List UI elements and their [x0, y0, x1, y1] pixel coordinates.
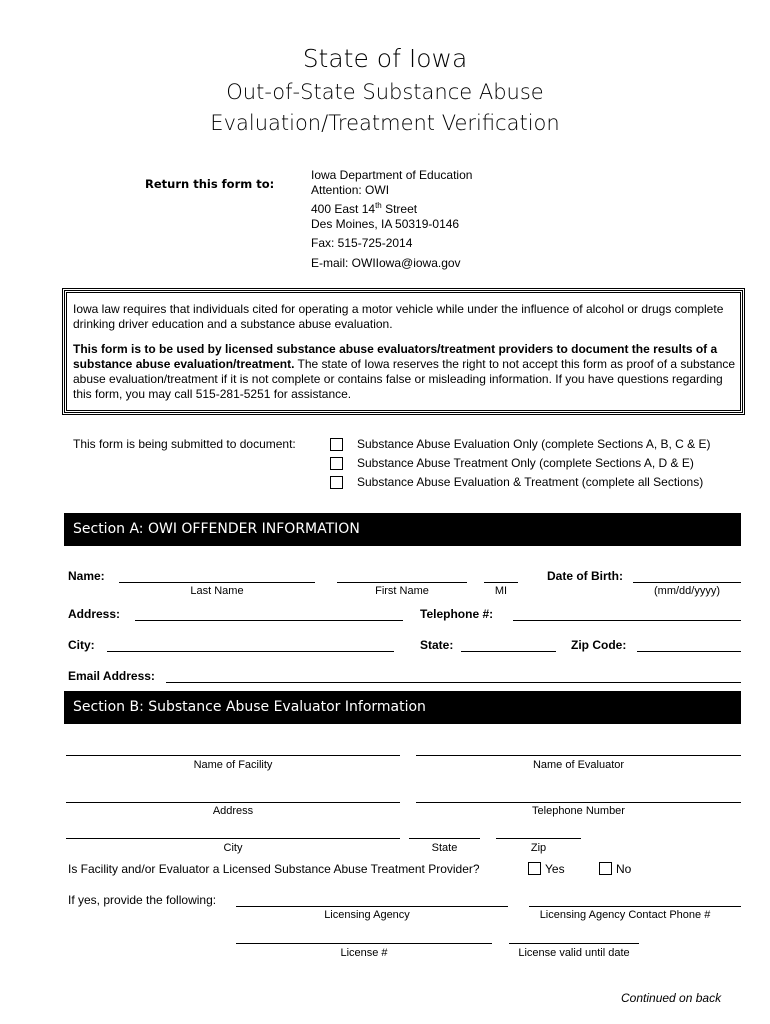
- form-subtitle: Evaluation/Treatment Verification: [210, 111, 560, 135]
- mi-field[interactable]: [484, 582, 518, 583]
- section-a-header: [64, 513, 741, 546]
- checkbox-treatment[interactable]: [330, 457, 343, 470]
- section-a-title: Section A: OWI OFFENDER INFORMATION: [73, 521, 360, 537]
- checkbox-no[interactable]: [599, 862, 612, 875]
- street-name: Street: [381, 202, 418, 216]
- city: Des Moines, IA 50319-0146: [311, 217, 460, 231]
- label-zip: Zip Code:: [571, 638, 627, 652]
- submit-label: This form is being submitted to document:: [73, 437, 296, 451]
- last-name-field[interactable]: [119, 582, 315, 583]
- license-valid-field[interactable]: [509, 943, 639, 944]
- evaluator-phone-field[interactable]: [416, 802, 741, 803]
- caption: Name of Facility: [193, 759, 273, 771]
- no-label: No: [616, 862, 632, 876]
- email-field[interactable]: [166, 682, 741, 683]
- state-field[interactable]: [461, 651, 556, 652]
- caption: First Name: [375, 585, 429, 597]
- license-number-field[interactable]: [236, 943, 492, 944]
- caption: License #: [340, 947, 388, 959]
- label-dob: Date of Birth:: [547, 569, 623, 583]
- notice-box: [64, 290, 743, 413]
- agency-phone-field[interactable]: [529, 906, 741, 907]
- city-field[interactable]: [107, 651, 394, 652]
- telephone-field[interactable]: [513, 620, 741, 621]
- caption: (mm/dd/yyyy): [654, 585, 720, 597]
- evaluator-address-field[interactable]: [66, 802, 400, 803]
- zip-field[interactable]: [637, 651, 741, 652]
- caption: MI: [494, 585, 508, 597]
- caption: Telephone Number: [532, 805, 625, 817]
- notice-rest: The state of Iowa reserves the right to not accept this form as proof of a substance abuse evaluation/treatment if it is not complete or contains false or misleading information. If you have questions regarding this form, you may call 515-281-5251 for assistance.: [73, 357, 736, 401]
- dob-field[interactable]: [633, 582, 741, 583]
- label-city: City:: [68, 638, 95, 652]
- caption: Address: [212, 805, 254, 817]
- caption: Name of Evaluator: [532, 759, 625, 771]
- label-state: State:: [420, 638, 454, 652]
- org: Iowa Department of Education: [311, 168, 473, 182]
- checkbox-yes[interactable]: [528, 862, 541, 875]
- evaluator-zip-field[interactable]: [496, 838, 581, 839]
- checkbox-evaluation[interactable]: [330, 438, 343, 451]
- street-num: 400 East 14: [311, 202, 376, 216]
- email: E-mail: OWIIowa@iowa.gov: [311, 256, 461, 270]
- option-label: Substance Abuse Evaluation Only (complete Sections A, B, C & E): [357, 437, 711, 451]
- notice-p2: [73, 342, 738, 402]
- caption: License valid until date: [518, 947, 630, 959]
- caption: Last Name: [190, 585, 244, 597]
- licensing-agency-field[interactable]: [236, 906, 508, 907]
- label-telephone: Telephone #:: [420, 607, 494, 621]
- facility-field[interactable]: [66, 755, 400, 756]
- address-field[interactable]: [135, 620, 403, 621]
- ordinal: th: [375, 201, 382, 210]
- option-label: Substance Abuse Evaluation & Treatment (complete all Sections): [357, 475, 704, 489]
- form-title: State of Iowa: [302, 44, 468, 73]
- section-b-title: Section B: Substance Abuse Evaluator Information: [73, 699, 426, 715]
- attention: Attention: OWI: [311, 183, 390, 197]
- option-label: Substance Abuse Treatment Only (complete Sections A, D & E): [357, 456, 694, 470]
- if-yes-label: If yes, provide the following:: [68, 893, 217, 907]
- caption: State: [431, 842, 458, 854]
- licensed-question: Is Facility and/or Evaluator a Licensed Substance Abuse Treatment Provider?: [68, 862, 480, 876]
- continued-note: Continued on back: [621, 991, 722, 1005]
- checkbox-both[interactable]: [330, 476, 343, 489]
- evaluator-city-field[interactable]: [66, 838, 400, 839]
- evaluator-field[interactable]: [416, 755, 741, 756]
- caption: Licensing Agency: [324, 909, 410, 921]
- street: [311, 198, 472, 217]
- label-email: Email Address:: [68, 669, 155, 683]
- return-address: [311, 168, 472, 271]
- section-b-header: [64, 691, 741, 724]
- evaluator-state-field[interactable]: [409, 838, 480, 839]
- caption: City: [223, 842, 243, 854]
- fax: Fax: 515-725-2014: [311, 236, 413, 250]
- label-address: Address:: [68, 607, 121, 621]
- notice-bold: This form is to be used by licensed substance abuse evaluators/treatment providers to document the results of a substance abuse evaluation/treatment.: [73, 342, 718, 371]
- caption: Licensing Agency Contact Phone #: [539, 909, 711, 921]
- label-name: Name:: [68, 569, 105, 583]
- notice-p1: Iowa law requires that individuals cited for operating a motor vehicle while under the influence of alcohol or drugs complete drinking driver education and a substance abuse evaluation.: [73, 302, 724, 331]
- form-subtitle: Out-of-State Substance Abuse: [226, 80, 544, 104]
- first-name-field[interactable]: [337, 582, 467, 583]
- caption: Zip: [530, 842, 547, 854]
- yes-label: Yes: [545, 862, 565, 876]
- return-label: Return this form to:: [145, 177, 275, 191]
